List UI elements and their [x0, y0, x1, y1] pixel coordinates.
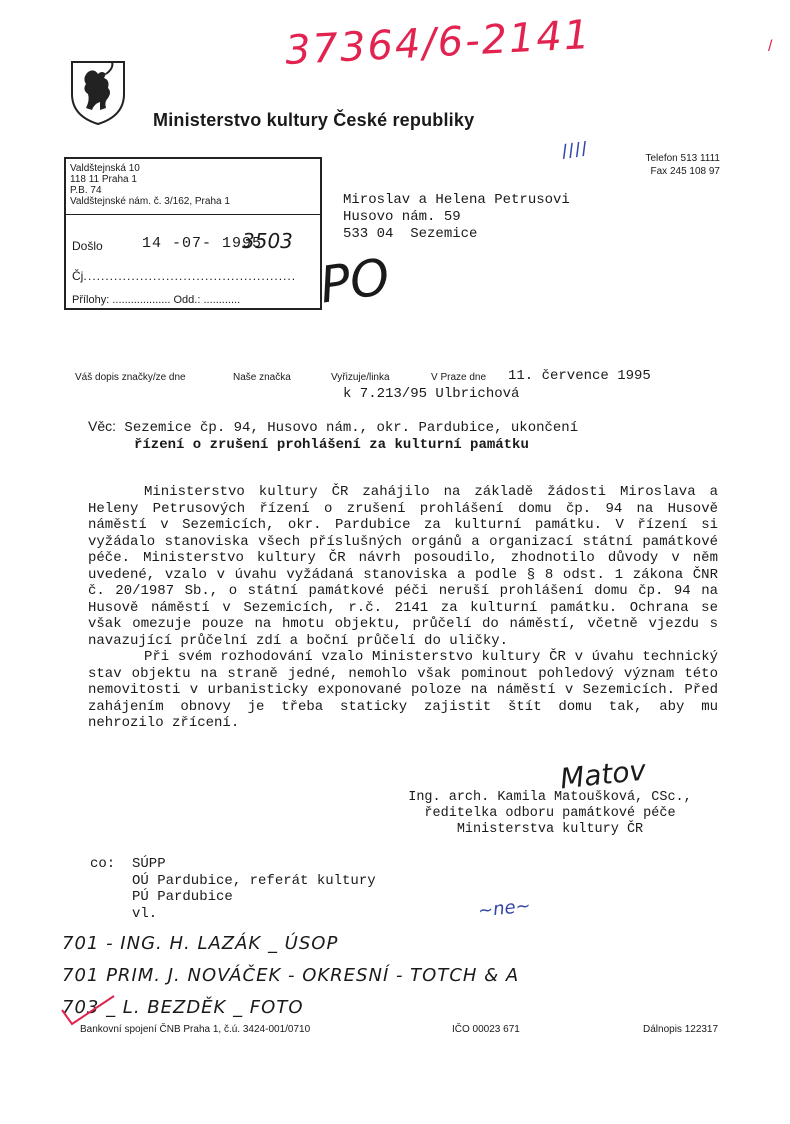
doslo-date: 14 -07- 1995: [142, 235, 263, 252]
footer-ico: IČO 00023 671: [452, 1024, 520, 1035]
vyrizuje-label: Vyřizuje/linka: [331, 372, 390, 383]
stamp-address-line: 118 11 Praha 1: [70, 174, 137, 185]
handwritten-notes: [62, 928, 519, 1024]
recipient-address: [343, 192, 570, 243]
prilohy-row: [72, 294, 240, 306]
doslo-label: Došlo: [72, 239, 103, 253]
contact-block: [560, 152, 720, 178]
handwritten-note-line: 701 PRIM. J. NOVÁČEK - OKRESNÍ - TOTCH & A: [62, 965, 520, 986]
cc-recipient: SÚPP: [132, 856, 166, 872]
ministry-title: Ministerstvo kultury České republiky: [153, 110, 475, 130]
v-praze-label: V Praze dne: [431, 372, 487, 383]
recipient-city: 533 04 Sezemice: [343, 226, 478, 242]
stamp-divider: [66, 214, 320, 215]
czech-lion-emblem-icon: [68, 58, 128, 126]
body-paragraph-2: Při svém rozhodování vzalo Ministerstvo kultury ČR v úvahu technický stav objektu na straně jedné, nemohlo však pominout pohledový význam této nemovitosti v urbanisticky exponované poloze na náměstí v Sezemicích. Před zahájením obnovy je třeba staticky zajistit štít domu tak, aby mu nehrozilo zřícení.: [88, 649, 718, 731]
subject-line-2: řízení o zrušení prohlášení za kulturní památku: [134, 437, 529, 453]
signatory-role: ředitelka odboru památkové péče: [424, 806, 676, 821]
footer-bank: Bankovní spojení ČNB Praha 1, č.ú. 3424-001/0710: [80, 1024, 311, 1035]
telefon-text: Telefon 513 1111: [645, 153, 720, 164]
signatory-name: Ing. arch. Kamila Matoušková, CSc.,: [408, 790, 692, 805]
nase-znacka-label: Naše značka: [233, 372, 291, 383]
registration-stamp: [64, 157, 322, 310]
prilohy-dots: ...................: [112, 294, 171, 306]
reference-line: k 7.213/95 Ulbrichová: [343, 386, 520, 402]
vas-dopis-label: Váš dopis značky/ze dne: [75, 372, 186, 383]
subject-block: [88, 418, 578, 454]
cc-recipient: vl.: [132, 905, 158, 922]
recipient-street: Husovo nám. 59: [343, 209, 461, 225]
odd-label: Odd.:: [173, 294, 201, 306]
cj-dots: ................................................: [88, 269, 297, 283]
handwritten-note-line: 703 _ L. BEZDĚK _ FOTO: [62, 997, 304, 1018]
cc-recipient: OÚ Pardubice, referát kultury: [132, 872, 376, 889]
red-tick-mark: /: [768, 38, 773, 55]
cc-label: co:: [90, 856, 116, 872]
handwritten-reference-number: 37364/6-2141: [284, 12, 593, 74]
red-checkmark-icon: [58, 992, 118, 1028]
subject-label: Věc:: [88, 418, 117, 434]
recipient-name: Miroslav a Helena Petrusovi: [343, 192, 570, 208]
cj-label: Čj.: [72, 269, 87, 283]
subject-line-1: Sezemice čp. 94, Husovo nám., okr. Pardubice, ukončení: [124, 420, 579, 436]
handwritten-signature: Matov: [558, 753, 648, 796]
doslo-handwritten-number: 3503: [242, 229, 293, 253]
handwritten-po-mark: PO: [316, 247, 394, 315]
blue-pen-mark: ////: [560, 138, 590, 164]
stamp-address-line: P.B. 74: [70, 185, 102, 196]
odd-dots: ............: [203, 294, 241, 306]
stamp-address: [70, 163, 230, 207]
prilohy-label: Přílohy:: [72, 294, 110, 306]
letter-body: [88, 484, 718, 732]
handwritten-note-line: 701 - ING. H. LAZÁK _ ÚSOP: [62, 933, 339, 954]
blue-scribble-mark: ~ne~: [477, 895, 532, 922]
stamp-address-line: Valdštejnská 10: [70, 163, 140, 174]
signatory-block: [380, 790, 720, 838]
stamp-address-line: Valdštejnské nám. č. 3/162, Praha 1: [70, 196, 230, 207]
cc-block: [90, 856, 376, 922]
signatory-org: Ministerstva kultury ČR: [456, 822, 644, 837]
fax-text: Fax 245 108 97: [650, 166, 720, 177]
footer-dalnopis: Dálnopis 122317: [643, 1024, 719, 1035]
body-paragraph-1: Ministerstvo kultury ČR zahájilo na základě žádosti Miroslava a Heleny Petrusových řízení o zrušení prohlášení domu čp. 94 na Husově náměstí v Sezemicích, okr. Pardubice za kulturní památku. V řízení si vyžádalo stanoviska všech příslušných orgánů a organizací státní památkové péče. Ministerstvo kultury ČR návrh posoudilo, zhodnotilo důvody v něm uvedené, vzalo v úvahu vyžádaná stanoviska a podle § 8 odst. 1 zákona ČNR č. 20/1987 Sb., o státní památkové péči neruší prohlášení domu čp. 94 na Husově náměstí v Sezemicích, r.č. 2141 za kulturní památku. Ochrana se však omezuje pouze na hmotu objektu, průčelí do náměstí, včetně vjezdu s navazující průčelní zdí a boční průčelí do uličky.: [88, 484, 718, 649]
letter-date: 11. července 1995: [508, 368, 651, 384]
cc-recipient: PÚ Pardubice: [132, 889, 233, 905]
